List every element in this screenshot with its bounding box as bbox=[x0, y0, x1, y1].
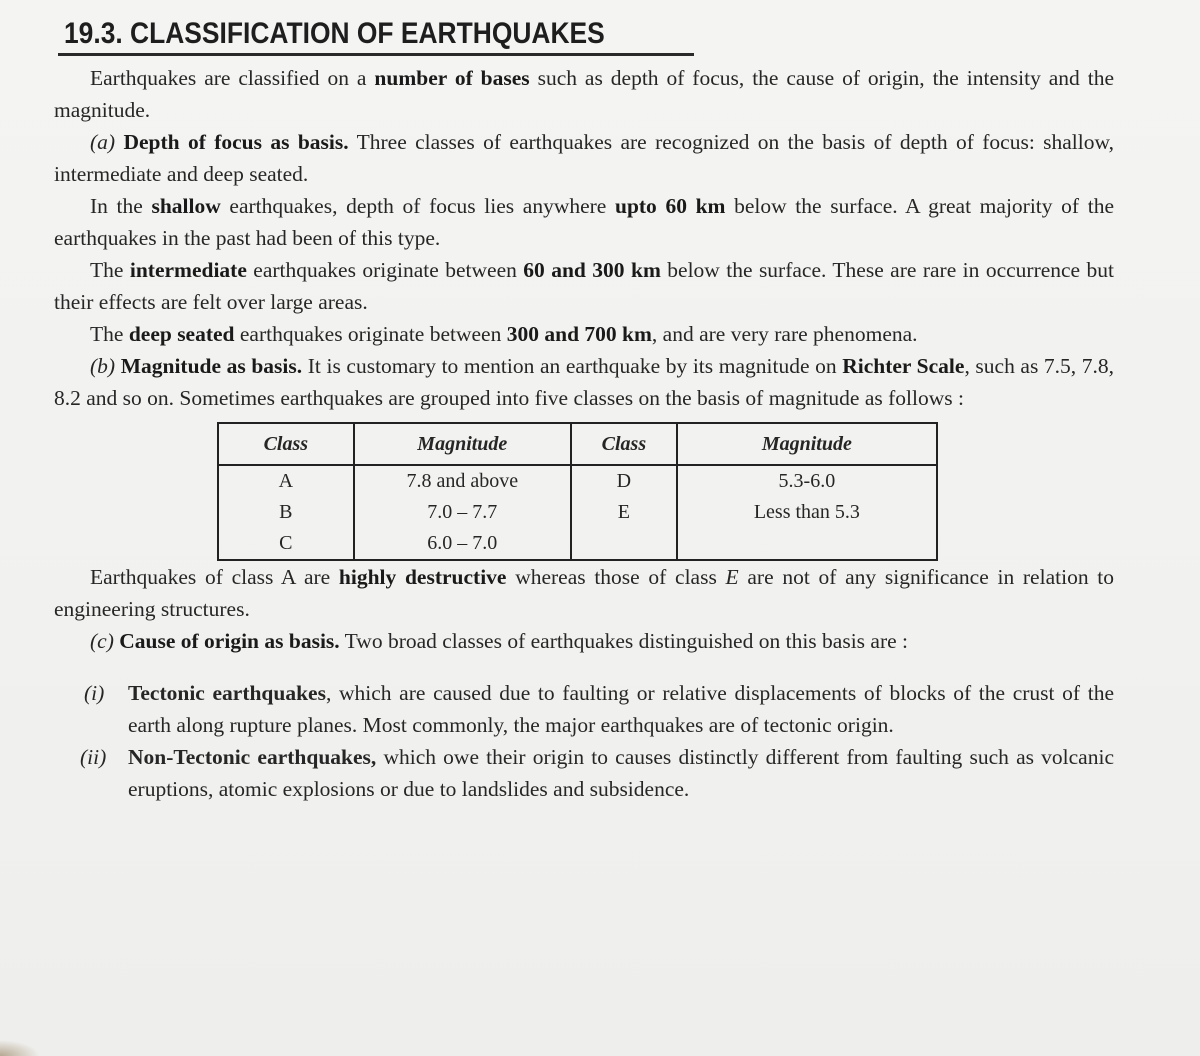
bold-run: shallow bbox=[151, 194, 221, 218]
item-label: (c) bbox=[90, 629, 114, 653]
text-run: The bbox=[90, 258, 130, 282]
table-cell: 5.3-6.0 bbox=[677, 465, 937, 497]
table-cell bbox=[677, 528, 937, 560]
page-body bbox=[54, 62, 1114, 805]
subheading: Magnitude as basis. bbox=[120, 354, 303, 378]
text-run: such as depth of focus, the cause of origin, the intensity and the magnitude. bbox=[54, 66, 1114, 122]
magnitude-paragraph bbox=[54, 350, 1114, 414]
text-run: below the surface. A great majority of the earthquakes in the past had been of this type. bbox=[54, 194, 1114, 250]
text-run: earthquakes originate between bbox=[234, 322, 507, 346]
text-run: , and are very rare phenomena. bbox=[651, 322, 918, 346]
deep-seated-paragraph bbox=[54, 318, 1114, 350]
bold-run: 60 and 300 km bbox=[523, 258, 661, 282]
subheading: Cause of origin as basis. bbox=[119, 629, 340, 653]
bold-run: deep seated bbox=[128, 322, 235, 346]
table-row bbox=[218, 528, 937, 560]
table-cell: 7.8 and above bbox=[354, 465, 571, 497]
text-run: It is customary to mention an earthquake by its magnitude on bbox=[302, 354, 843, 378]
table-row bbox=[218, 465, 937, 497]
text-run: , such as 7.5, 7.8, 8.2 and so on. Sometimes earthquakes are grouped into five classes on the basis of magnitude as follows : bbox=[54, 354, 1115, 410]
text-run: Three classes of earthquakes are recognized on the basis of depth of focus: shallow, intermediate and deep seated. bbox=[54, 130, 1115, 186]
item-label: (b) bbox=[90, 354, 116, 378]
intro-paragraph bbox=[54, 62, 1114, 126]
list-item bbox=[54, 677, 1114, 741]
depth-of-focus-paragraph bbox=[54, 126, 1114, 190]
section-heading bbox=[58, 14, 694, 56]
table-cell: E bbox=[571, 497, 677, 528]
text-run: whereas those of class bbox=[506, 565, 726, 589]
list-item-text: which owe their origin to causes distinctly different from faulting such as volcanic eruptions, atomic explosions or due to landslides and subsidence. bbox=[128, 745, 1114, 801]
list-item-number: (ii) bbox=[80, 745, 107, 769]
text-run: below the surface. These are rare in occurrence but their effects are felt over large areas. bbox=[54, 258, 1114, 314]
table-cell: B bbox=[218, 497, 354, 528]
header-cell: Class bbox=[571, 423, 677, 465]
table-cell bbox=[571, 528, 677, 560]
bold-run: 300 and 700 km bbox=[506, 322, 652, 346]
magnitude-classes-table bbox=[217, 422, 938, 561]
italic-run: E bbox=[725, 565, 739, 589]
bold-run: upto 60 km bbox=[614, 194, 726, 218]
table-cell: 7.0 – 7.7 bbox=[354, 497, 571, 528]
bold-run: highly destructive bbox=[338, 565, 507, 589]
magnitude-table-wrapper bbox=[217, 422, 938, 561]
subheading: Depth of focus as basis. bbox=[123, 130, 349, 154]
text-run: Two broad classes of earthquakes distinguished on this basis are : bbox=[339, 629, 909, 653]
text-run: Earthquakes are classified on a bbox=[90, 66, 375, 90]
table-cell: A bbox=[218, 465, 354, 497]
table-cell: D bbox=[571, 465, 677, 497]
bold-run: Richter Scale bbox=[842, 354, 965, 378]
item-label: (a) bbox=[90, 130, 116, 154]
text-run: The bbox=[90, 322, 129, 346]
table-header-row bbox=[218, 423, 937, 465]
text-run: earthquakes, depth of focus lies anywhere bbox=[220, 194, 615, 218]
bold-run: intermediate bbox=[129, 258, 247, 282]
list-item-title: Tectonic earthquakes bbox=[128, 681, 326, 705]
text-run: are not of any significance in relation to engineering structures. bbox=[54, 565, 1114, 621]
text-run: Earthquakes of class A are bbox=[90, 565, 339, 589]
section-heading-text: 19.3. CLASSIFICATION OF EARTHQUAKES bbox=[64, 17, 605, 50]
text-run: earthquakes originate between bbox=[246, 258, 524, 282]
list-item-text: , which are caused due to faulting or relative displacements of blocks of the crust of the earth along rupture planes. Most commonly, the major earthquakes are of tectonic origin. bbox=[128, 681, 1114, 737]
list-item-number: (i) bbox=[84, 681, 105, 705]
list-item-title: Non-Tectonic earthquakes, bbox=[128, 745, 377, 769]
text-run: In the bbox=[90, 194, 152, 218]
header-cell: Class bbox=[218, 423, 354, 465]
table-cell: 6.0 – 7.0 bbox=[354, 528, 571, 560]
table-row bbox=[218, 497, 937, 528]
bold-run: number of bases bbox=[374, 66, 530, 90]
list-item bbox=[54, 741, 1114, 805]
intermediate-paragraph bbox=[54, 254, 1114, 318]
table-cell: C bbox=[218, 528, 354, 560]
after-table-paragraph bbox=[54, 561, 1114, 625]
origin-classes-list bbox=[54, 677, 1114, 805]
header-cell: Magnitude bbox=[677, 423, 937, 465]
page-corner-stain bbox=[0, 1040, 40, 1056]
shallow-paragraph bbox=[54, 190, 1114, 254]
table-cell: Less than 5.3 bbox=[677, 497, 937, 528]
header-cell: Magnitude bbox=[354, 423, 571, 465]
cause-of-origin-paragraph bbox=[54, 625, 1114, 657]
